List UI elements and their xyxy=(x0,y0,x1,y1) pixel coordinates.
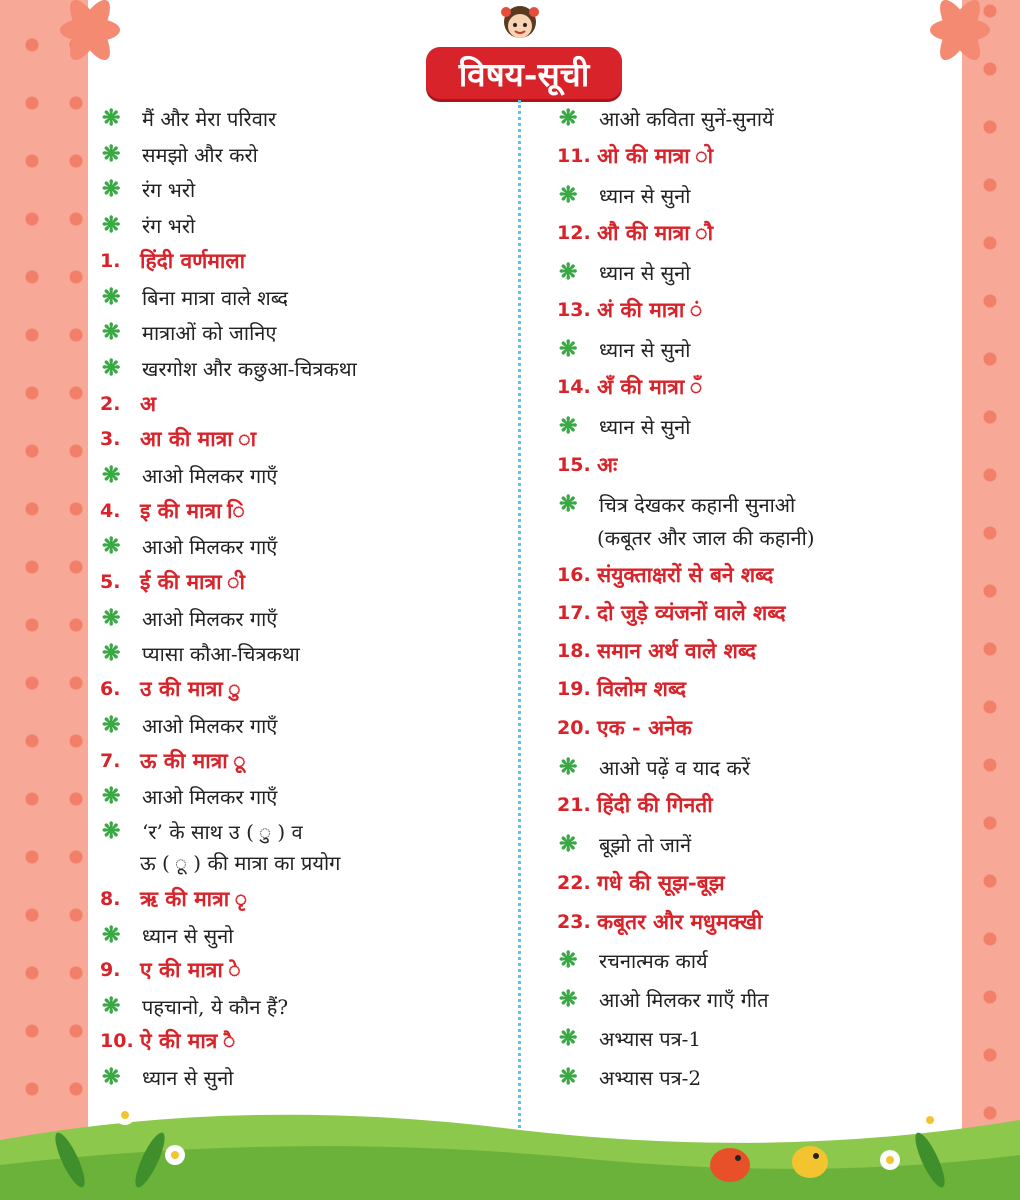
chapter-number: 17. xyxy=(557,602,591,624)
toc-item-text: बिना मात्रा वाले शब्द xyxy=(142,285,289,310)
asterisk-flower-icon: ❋ xyxy=(102,284,121,310)
chapter-number: 23. xyxy=(557,911,591,933)
toc-item xyxy=(557,488,795,520)
toc-item xyxy=(100,780,277,812)
toc-chapter-item xyxy=(557,294,702,326)
toc-item xyxy=(100,1061,233,1093)
asterisk-flower-icon: ❋ xyxy=(559,1025,578,1051)
asterisk-flower-icon: ❋ xyxy=(102,355,121,381)
toc-chapter-item xyxy=(557,906,762,938)
asterisk-flower-icon: ❋ xyxy=(559,1064,578,1090)
toc-chapter-item xyxy=(100,1025,235,1057)
toc-item-text: हिंदी की गिनती xyxy=(597,792,713,817)
toc-item-text: खरगोश और कछुआ-चित्रकथा xyxy=(142,356,357,381)
asterisk-flower-icon: ❋ xyxy=(102,141,121,167)
toc-item xyxy=(557,410,690,442)
asterisk-flower-icon: ❋ xyxy=(102,319,121,345)
toc-item-text: रंग भरो xyxy=(142,177,196,202)
toc-item-text: ऐ की मात्र ै xyxy=(140,1028,236,1053)
toc-item xyxy=(557,751,750,783)
toc-item-text: अः xyxy=(597,452,618,477)
toc-item-text: संयुक्ताक्षरों से बने शब्द xyxy=(597,562,774,587)
toc-item-text: औ की मात्रा ौ xyxy=(597,220,714,245)
toc-item xyxy=(100,602,277,634)
toc-item-text: ए की मात्रा े xyxy=(140,957,241,982)
toc-item xyxy=(557,1061,701,1093)
bird-icon xyxy=(792,1146,828,1178)
toc-item-text: ध्यान से सुनो xyxy=(599,414,691,439)
chapter-number: 11. xyxy=(557,145,591,167)
chapter-number: 16. xyxy=(557,564,591,586)
toc-item-text: अँ की मात्रा ँ xyxy=(597,374,703,399)
asterisk-flower-icon: ❋ xyxy=(559,336,578,362)
toc-item-text: दो जुड़े व्यंजनों वाले शब्द xyxy=(597,600,786,625)
toc-item-text: आ की मात्रा ा xyxy=(140,426,257,451)
toc-chapter-item xyxy=(557,140,713,172)
chapter-number: 13. xyxy=(557,299,591,321)
toc-item xyxy=(100,637,300,669)
asterisk-flower-icon: ❋ xyxy=(102,605,121,631)
grass-ground xyxy=(0,1100,1020,1200)
toc-item xyxy=(557,256,690,288)
toc-item-text: अभ्यास पत्र-2 xyxy=(599,1065,702,1090)
toc-item-text: आओ मिलकर गाएँ xyxy=(142,713,278,738)
toc-item xyxy=(557,828,691,860)
asterisk-flower-icon: ❋ xyxy=(102,712,121,738)
toc-item-text: मैं और मेरा परिवार xyxy=(142,106,277,131)
toc-item xyxy=(100,990,288,1022)
asterisk-flower-icon: ❋ xyxy=(559,947,578,973)
asterisk-flower-icon: ❋ xyxy=(559,259,578,285)
toc-item xyxy=(100,709,277,741)
toc-chapter-item xyxy=(557,597,785,629)
chapter-number: 15. xyxy=(557,454,591,476)
toc-item-text: चित्र देखकर कहानी सुनाओ xyxy=(599,492,796,517)
asterisk-flower-icon: ❋ xyxy=(559,413,578,439)
toc-item-text: उ की मात्रा ु xyxy=(140,676,241,701)
toc-item xyxy=(100,352,357,384)
toc-item-text: आओ मिलकर गाएँ xyxy=(142,606,278,631)
toc-item-text: इ की मात्रा ि xyxy=(140,498,245,523)
toc-chapter-item xyxy=(557,673,686,705)
asterisk-flower-icon: ❋ xyxy=(559,754,578,780)
toc-item-text: अं की मात्रा ं xyxy=(597,297,703,322)
toc-chapter-item xyxy=(100,566,245,598)
toc-chapter-item xyxy=(557,712,692,744)
toc-item xyxy=(100,173,195,205)
chapter-number: 8. xyxy=(100,888,121,910)
toc-item-text: प्यासा कौआ-चित्रकथा xyxy=(142,641,300,666)
chapter-number: 21. xyxy=(557,794,591,816)
toc-item-text: ओ की मात्रा ो xyxy=(597,143,714,168)
chapter-number: 4. xyxy=(100,500,121,522)
chapter-number: 10. xyxy=(100,1030,134,1052)
toc-item-continuation xyxy=(100,846,340,878)
chapter-number: 20. xyxy=(557,717,591,739)
toc-chapter-item xyxy=(557,867,725,899)
toc-chapter-item xyxy=(557,217,713,249)
chapter-number: 14. xyxy=(557,376,591,398)
chapter-number: 3. xyxy=(100,428,121,450)
toc-item-text: बूझो तो जानें xyxy=(599,832,692,857)
toc-item-text: ऋ की मात्रा ृ xyxy=(140,886,248,911)
chapter-number: 12. xyxy=(557,222,591,244)
asterisk-flower-icon: ❋ xyxy=(559,986,578,1012)
asterisk-flower-icon: ❋ xyxy=(102,818,121,844)
toc-item-text: हिंदी वर्णमाला xyxy=(140,248,246,273)
toc-item-text: आओ मिलकर गाएँ गीत xyxy=(599,987,769,1012)
toc-item-text: ध्यान से सुनो xyxy=(599,183,691,208)
asterisk-flower-icon: ❋ xyxy=(102,783,121,809)
asterisk-flower-icon: ❋ xyxy=(102,533,121,559)
asterisk-flower-icon: ❋ xyxy=(102,640,121,666)
toc-item-text: समान अर्थ वाले शब्द xyxy=(597,638,757,663)
chapter-number: 22. xyxy=(557,872,591,894)
toc-item-text: गधे की सूझ-बूझ xyxy=(597,870,725,895)
asterisk-flower-icon: ❋ xyxy=(102,212,121,238)
toc-chapter-item xyxy=(100,388,156,420)
asterisk-flower-icon: ❋ xyxy=(102,1064,121,1090)
toc-item xyxy=(100,281,288,313)
toc-item-text: पहचानो, ये कौन हैं? xyxy=(142,994,289,1019)
toc-chapter-item xyxy=(557,371,702,403)
toc-item xyxy=(100,919,233,951)
asterisk-flower-icon: ❋ xyxy=(102,176,121,202)
toc-chapter-item xyxy=(100,245,245,277)
toc-item xyxy=(100,459,277,491)
toc-item xyxy=(100,102,276,134)
toc-item-text: आओ पढ़ें व याद करें xyxy=(599,755,751,780)
toc-item-text: ध्यान से सुनो xyxy=(599,260,691,285)
chapter-number: 1. xyxy=(100,250,121,272)
toc-chapter-item xyxy=(100,423,256,455)
toc-chapter-item xyxy=(100,954,241,986)
toc-item-text: विलोम शब्द xyxy=(597,676,687,701)
bird-icon xyxy=(710,1148,750,1182)
page-title-banner xyxy=(426,47,622,99)
toc-item-text: ऊ ( ू ) की मात्रा का प्रयोग xyxy=(140,850,341,875)
toc-item-text: समझो और करो xyxy=(142,142,258,167)
toc-item-text: ध्यान से सुनो xyxy=(599,337,691,362)
toc-item-text: आओ मिलकर गाएँ xyxy=(142,534,278,559)
toc-chapter-item xyxy=(100,495,245,527)
toc-item-text: आओ कविता सुनें-सुनायें xyxy=(599,106,774,131)
toc-chapter-item xyxy=(557,635,756,667)
asterisk-flower-icon: ❋ xyxy=(559,182,578,208)
asterisk-flower-icon: ❋ xyxy=(102,993,121,1019)
toc-item-text: आओ मिलकर गाएँ xyxy=(142,784,278,809)
page-title: विषय-सूची xyxy=(458,54,590,94)
toc-item-text: एक - अनेक xyxy=(597,715,692,740)
left-dotted-border xyxy=(0,0,88,1200)
toc-item xyxy=(100,209,195,241)
toc-item xyxy=(557,983,769,1015)
asterisk-flower-icon: ❋ xyxy=(102,462,121,488)
toc-item xyxy=(557,1022,701,1054)
toc-chapter-item xyxy=(557,559,773,591)
chapter-number: 2. xyxy=(100,393,121,415)
toc-item-text: अ xyxy=(140,391,157,416)
right-dotted-border xyxy=(962,0,1020,1200)
toc-item xyxy=(557,944,708,976)
toc-item-text: (कबूतर और जाल की कहानी) xyxy=(597,525,815,550)
toc-item-text: ई की मात्रा ी xyxy=(140,569,245,594)
asterisk-flower-icon: ❋ xyxy=(559,831,578,857)
chapter-number: 18. xyxy=(557,640,591,662)
toc-item-text: अभ्यास पत्र-1 xyxy=(599,1026,702,1051)
toc-item xyxy=(100,815,303,847)
toc-item-text: मात्राओं को जानिए xyxy=(142,320,277,345)
toc-item xyxy=(100,316,276,348)
asterisk-flower-icon: ❋ xyxy=(102,105,121,131)
toc-item xyxy=(557,102,774,134)
toc-chapter-item xyxy=(100,883,247,915)
asterisk-flower-icon: ❋ xyxy=(559,105,578,131)
toc-item-text: कबूतर और मधुमक्खी xyxy=(597,909,763,934)
chapter-number: 6. xyxy=(100,678,121,700)
toc-chapter-item xyxy=(100,745,246,777)
toc-item-text: ध्यान से सुनो xyxy=(142,923,234,948)
girl-mascot-icon xyxy=(496,0,544,50)
toc-item-text: ‘र’ के साथ उ ( ु ) व xyxy=(142,819,303,844)
chapter-number: 9. xyxy=(100,959,121,981)
leaf-decoration-icon xyxy=(30,0,150,80)
chapter-number: 19. xyxy=(557,678,591,700)
leaf-decoration-icon xyxy=(900,0,1020,80)
toc-item-text: रचनात्मक कार्य xyxy=(599,948,708,973)
asterisk-flower-icon: ❋ xyxy=(559,491,578,517)
toc-item-text: ध्यान से सुनो xyxy=(142,1065,234,1090)
toc-item xyxy=(100,530,277,562)
toc-item xyxy=(557,333,690,365)
chapter-number: 7. xyxy=(100,750,121,772)
asterisk-flower-icon: ❋ xyxy=(102,922,121,948)
toc-item-text: रंग भरो xyxy=(142,213,196,238)
toc-item xyxy=(557,179,690,211)
toc-item-continuation xyxy=(557,521,815,553)
toc-item-text: ऊ की मात्रा ू xyxy=(140,748,246,773)
toc-chapter-item xyxy=(557,789,713,821)
column-divider xyxy=(518,100,521,1140)
chapter-number: 5. xyxy=(100,571,121,593)
toc-item-text: आओ मिलकर गाएँ xyxy=(142,463,278,488)
toc-item xyxy=(100,138,258,170)
toc-chapter-item xyxy=(557,449,617,481)
toc-chapter-item xyxy=(100,673,241,705)
